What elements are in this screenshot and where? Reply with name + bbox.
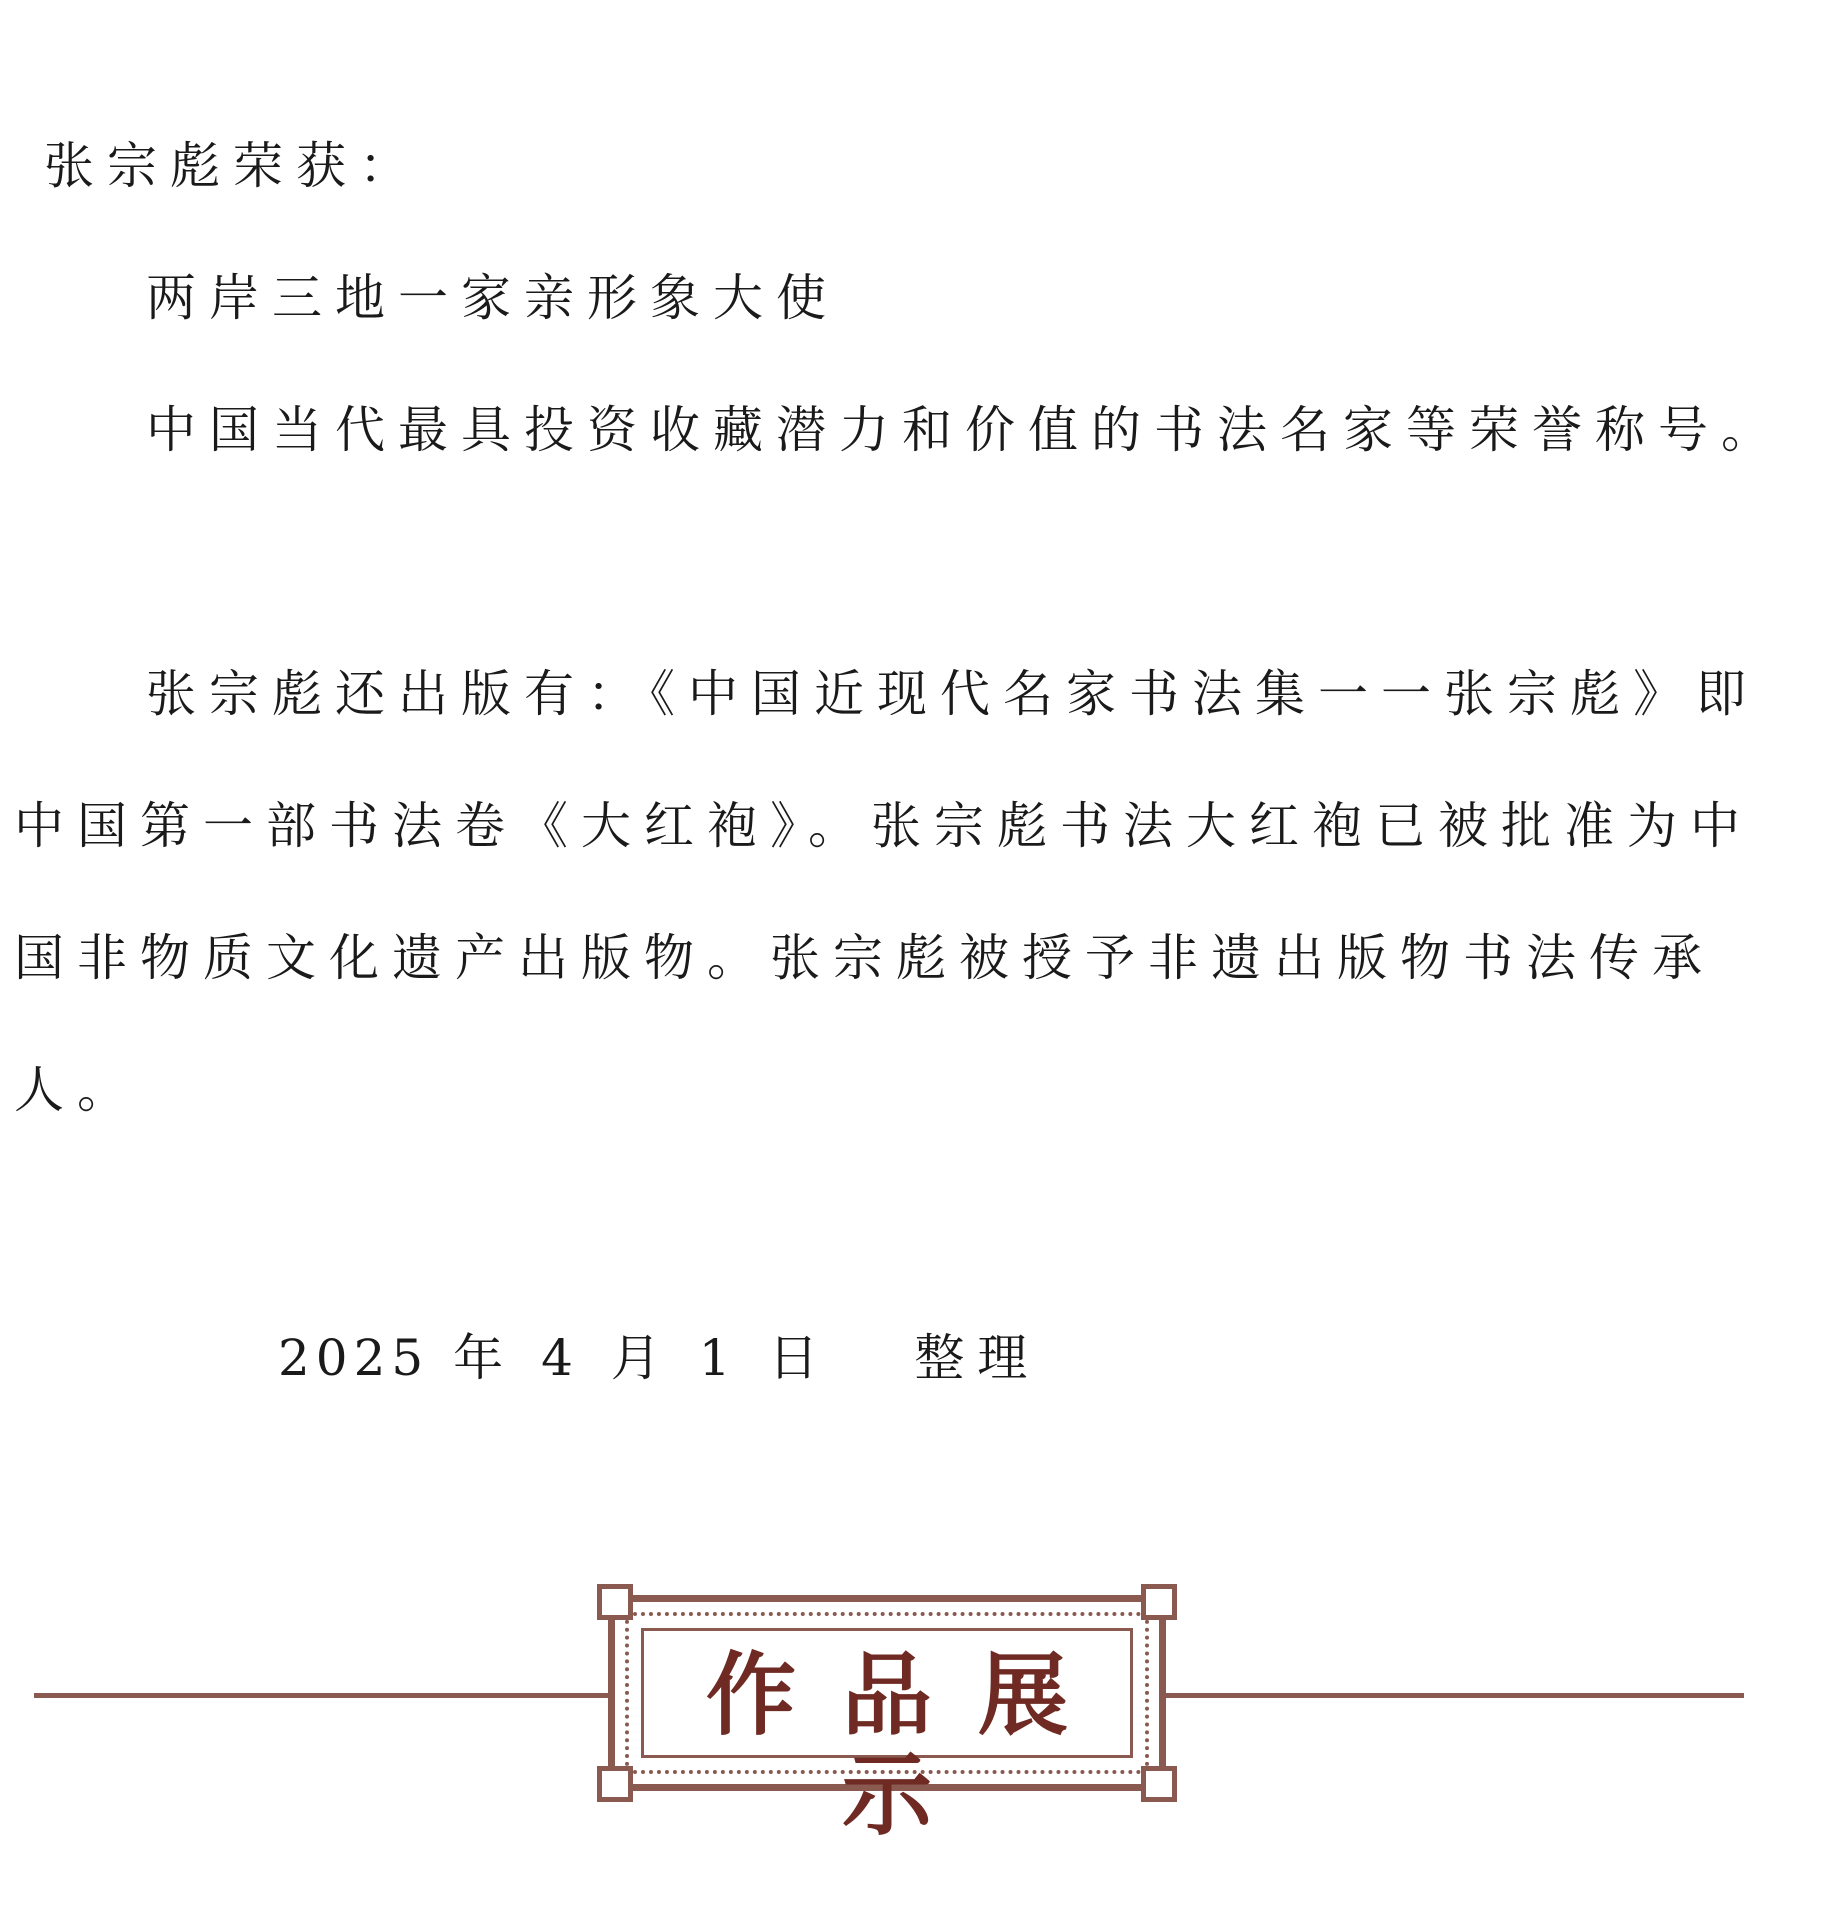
date-month-unit: 月 <box>610 1329 661 1387</box>
date-month: 4 <box>541 1329 573 1387</box>
date-year-unit: 年 <box>453 1329 504 1387</box>
date-line <box>278 1328 1040 1388</box>
banner-rule-left <box>34 1693 614 1698</box>
banner-corner-ornament <box>1141 1584 1177 1620</box>
heading: 张宗彪荣获： <box>44 137 422 195</box>
banner-corner-ornament <box>597 1584 633 1620</box>
banner-rule-right <box>1160 1693 1744 1698</box>
date-note: 整理 <box>914 1329 1041 1387</box>
paragraph-line: 国非物质文化遗产出版物。张宗彪被授予非遗出版物书法传承 <box>14 929 1715 987</box>
honor-item: 中国当代最具投资收藏潜力和价值的书法名家等荣誉称号。 <box>146 401 1784 459</box>
date-day-unit: 日 <box>768 1329 819 1387</box>
date-day: 1 <box>698 1329 731 1387</box>
date-year: 2025 <box>278 1329 430 1387</box>
paragraph-line: 中国第一部书法卷《大红袍》。张宗彪书法大红袍已被批准为中 <box>14 797 1753 855</box>
paragraph-line: 张宗彪还出版有：《中国近现代名家书法集一一张宗彪》即 <box>146 665 1759 723</box>
banner-title: 作品展示 <box>706 1643 1114 1848</box>
honor-item: 两岸三地一家亲形象大使 <box>146 269 839 327</box>
banner-frame <box>608 1595 1166 1848</box>
paragraph-line: 人。 <box>14 1061 140 1119</box>
